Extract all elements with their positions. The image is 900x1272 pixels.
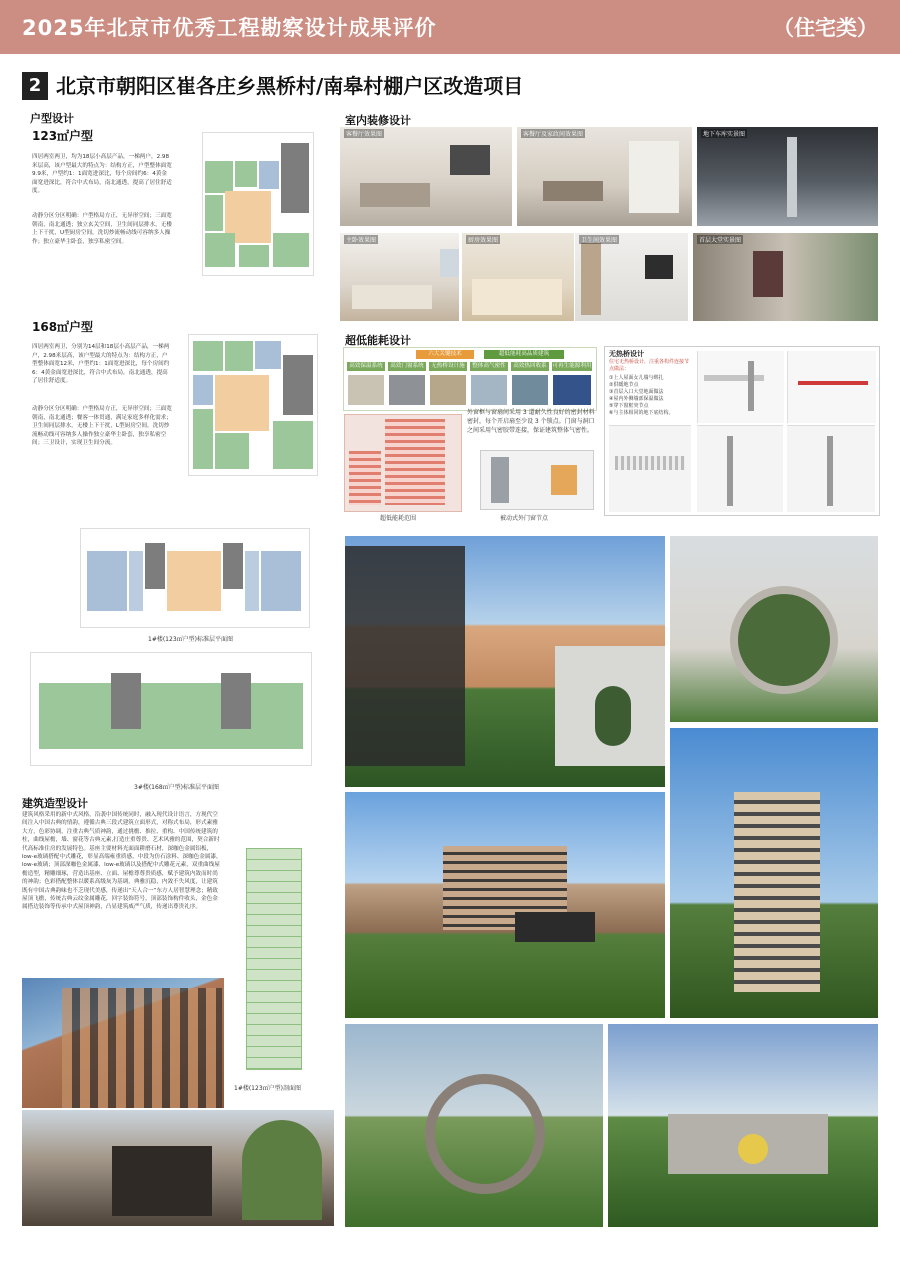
tower-photo <box>670 728 878 1018</box>
playground-photo <box>345 1024 603 1227</box>
architecture-heading: 建筑造型设计 <box>22 797 88 810</box>
banner-category: （住宅类） <box>773 16 878 40</box>
architecture-text: 建筑风格采用的新中式风格，沿袭中国传统同时，融入现代设计语言，方现代空间注入中国古典的情韵，遵循古典三段式建筑立面形式，对称式布局，形式素雅大方，色彩协调，注重古典气质神韵，通过挑檐、推拉、重构、中国传统建筑的柱，曲线屋檐，墙、窗花等古典元素,打造庄重尊贵、艺术风雅的范围，契合新时代高标准住房的发展特色。基座主要材料光面面耕磨石材，深咖色金属铝板，low-e玻璃搭配中式雕花，彰显高端雍重质感，中段为仿石涂料、深咖色金属漆，low-e玻璃；顶部深咖色金属漆、low-e玻璃以及搭配中式雕花元素，双重曲线屋檐造型，精雕细琢，营造出基座、立面、屋檐尊尊贵质感，赋予建筑内敛而时尚的神韵；色彩搭配整体以暖系高级灰为基调，典雅沉稳，内敛不失风度，让建筑既有中国古典韵味也不乏现代美感，传递出“天人合一”东方人居智慧理念；精致屋顶飞檐，传统古典云纹金属雕花，回字装饰符号，顶部装饰构件收头，金色金属搭边装饰等传承中式屋顶神韵，凸显建筑威严气质，传递出尊贵礼序。 <box>22 812 222 911</box>
low-energy-heading: 超低能耗设计 <box>345 334 411 347</box>
thermal-item: ⑤穿下窗框突节点 <box>609 403 649 409</box>
thermal-bridge-panel <box>604 346 880 516</box>
interior-heading: 室内装修设计 <box>345 114 411 127</box>
plan3-caption: 3#楼(168㎡户型)标准层平面图 <box>134 784 219 791</box>
project-title: 北京市朝阳区崔各庄乡黑桥村/南皋村棚户区改造项目 <box>56 74 524 98</box>
kitchen-render <box>459 233 574 321</box>
thermal-title: 无热桥设计 <box>609 350 644 358</box>
window-node-diagram <box>480 450 594 510</box>
section-drawing <box>238 834 306 1074</box>
photo-label: 首层大堂实景图 <box>699 237 742 244</box>
tech-item: 可再生能源利用 <box>552 363 592 369</box>
section-caption: 1#楼(123㎡户型)剖面图 <box>234 1085 301 1092</box>
dining-room-render <box>517 127 692 226</box>
key-tech-diagram <box>343 347 597 411</box>
thermal-item: ②供暖地节点 <box>609 382 639 388</box>
photo-label: 客餐厅效果图 <box>346 131 383 138</box>
photo-label: 地下车库实景图 <box>703 131 746 138</box>
tech-header-left: 六大关键技术 <box>416 350 474 359</box>
banner-title: 2025年北京市优秀工程勘察设计成果评价 <box>22 16 437 40</box>
building3-standard-plan <box>30 652 312 766</box>
moon-gate-photo <box>670 536 878 722</box>
living-room-render <box>340 127 512 226</box>
entrance-photo <box>22 1110 334 1226</box>
thermal-item: ④屋内外侧墙部保温做法 <box>609 396 664 402</box>
unit168-floor-plan <box>188 334 318 476</box>
window-caption: 被动式外门窗节点 <box>500 515 549 522</box>
header-banner <box>0 0 900 54</box>
plan1-caption: 1#楼(123㎡户型)标准层平面图 <box>148 636 233 643</box>
unit123-text2: 动静分区分区明确：户型格局方正，无异形空间；三面宽朝南，南北通透；独立玄关空间，卫生间同层排水，无楼上下干扰，U型厨房空间，洗切炒流畅动线可容纳多人操作；独立豪华主卧套，独享私密空间。 <box>32 213 172 245</box>
photo-label: 卫生间效果图 <box>581 237 618 244</box>
bathroom-render <box>575 233 688 321</box>
garage-photo <box>697 127 878 226</box>
photo-label: 主卧效果图 <box>346 237 377 244</box>
window-text: 外窗框与窗扇间采用 3 道耐久性良好的密封材料密封，每个开启扇至少设 3 个锁点。门窗与洞口之间采用气密胶带连接，保证建筑整体气密性。 <box>467 409 595 434</box>
unit168-text2: 动静分区分区明确：户型格局方正，无异形空间；三面宽朝南，南北通透；餐客一体贯通，满足家庭多样化需求；卫生间同层排水，无楼上下干扰，L型厨房空间，洗切炒流畅动线可容纳多人操作独立豪华主卧套，独享私密空间；三卫设计，实现卫生间分流。 <box>32 406 172 447</box>
unit168-text1: 四居两室两卫，分别为14层和18层小高层产品，一梯两户，2.98米层高，该户型最大的特点为：结构方正，户型整体面宽12米，户型约1：1面宽进深比，每个房间约6：4黄金面宽进深比，符合中式布局，南北通透，提高了居住舒适度。 <box>32 344 170 385</box>
garden-photo <box>345 792 665 1018</box>
floor-plans-heading: 户型设计 <box>30 112 74 125</box>
building1-standard-plan <box>80 528 310 628</box>
photo-label: 厨房效果图 <box>468 237 499 244</box>
facade-closeup-photo <box>22 978 224 1108</box>
range-caption: 超低能耗范围 <box>380 515 417 522</box>
unit123-title: 123㎡户型 <box>32 129 94 143</box>
tech-item: 整体高气密性 <box>470 362 508 371</box>
tech-item: 高效保温系统 <box>347 362 385 371</box>
thermal-item: ⑥与主体相同的地下底结构。 <box>609 410 674 416</box>
tech-header-right: 超低能耗高品质建筑 <box>484 350 564 359</box>
thermal-item: ①上人屋面女儿墙与绑扎 <box>609 375 664 381</box>
project-number: 2 <box>22 72 48 100</box>
activity-area-photo <box>608 1024 878 1227</box>
unit123-text1: 四居两室两卫，均为18层小高层产品，一梯两户，2.98米层高，该户型最大的特点为：结构方正，户型整体面宽9.9米，户型约1：1面宽进深比，每个房间约6：4黄金面宽进深比，符合中式布局，南北通透，提高了居住舒适度。 <box>32 154 172 195</box>
photo-label: 客餐厅及家政间效果图 <box>523 131 584 138</box>
tech-item: 高效热回收系 <box>511 362 549 371</box>
low-energy-range-diagram <box>344 414 462 512</box>
unit168-title: 168㎡户型 <box>32 320 94 334</box>
tech-item: 无热桥设计施 <box>429 362 467 371</box>
lobby-photo <box>693 233 878 321</box>
tech-item: 高效门窗系统 <box>388 362 426 371</box>
courtyard-photo <box>345 536 665 787</box>
thermal-subtitle: 住宅无热桥设计，注重各构件连接节点做法： <box>609 359 690 372</box>
unit123-floor-plan <box>202 132 314 276</box>
thermal-item: ③首层入口大堂地面做法 <box>609 389 664 395</box>
